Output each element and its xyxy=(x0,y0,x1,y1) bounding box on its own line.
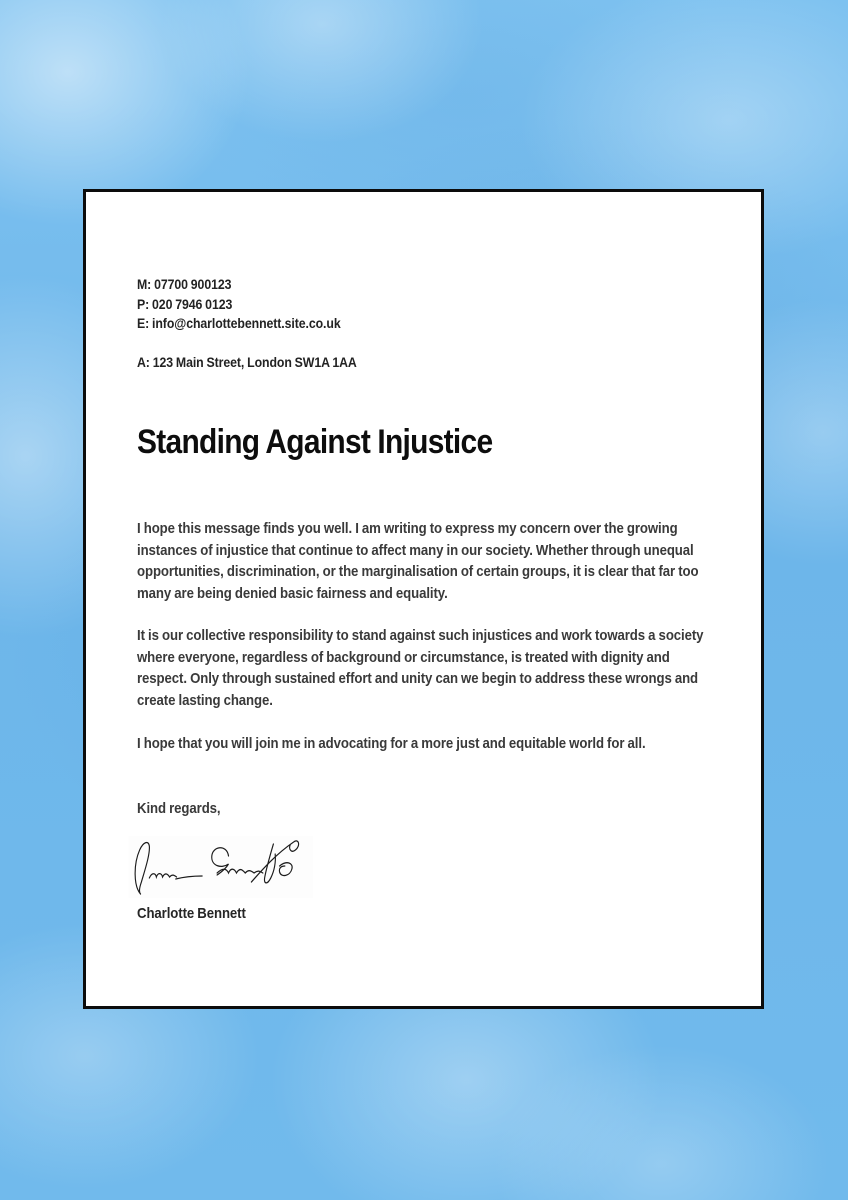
closing-line: Kind regards, xyxy=(137,799,221,817)
handwritten-signature-icon xyxy=(128,836,313,898)
contact-mobile: M: 07700 900123 xyxy=(137,276,232,292)
contact-block xyxy=(137,275,714,372)
letter-paragraph-3: I hope that you will join me in advocating for a more just and equitable world for all. xyxy=(137,735,646,752)
contact-address: A: 123 Main Street, London SW1A 1AA xyxy=(137,353,357,370)
letter-title: Standing Against Injustice xyxy=(137,423,493,461)
letter-card xyxy=(83,189,764,1009)
letter-content xyxy=(137,192,714,924)
letter-paragraph-1: I hope this message finds you well. I am writing to express my concern over the growing instances of injustice that continue to affect many in our society. Whether through unequal opportunities, discrimination, or the marginalisation of certain groups, it is clear that far too many are being denied basic fairness and equality. xyxy=(137,520,699,602)
letter-paragraph-2: It is our collective responsibility to stand against such injustices and work towards a society where everyone, regardless of background or circumstance, is treated with dignity and respect. Only through sustained effort and unity can we begin to address these wrongs and create lasting change. xyxy=(137,627,704,709)
contact-phone: P: 020 7946 0123 xyxy=(137,295,233,312)
signer-name: Charlotte Bennett xyxy=(137,905,246,922)
contact-email: E: info@charlottebennett.site.co.uk xyxy=(137,315,341,331)
